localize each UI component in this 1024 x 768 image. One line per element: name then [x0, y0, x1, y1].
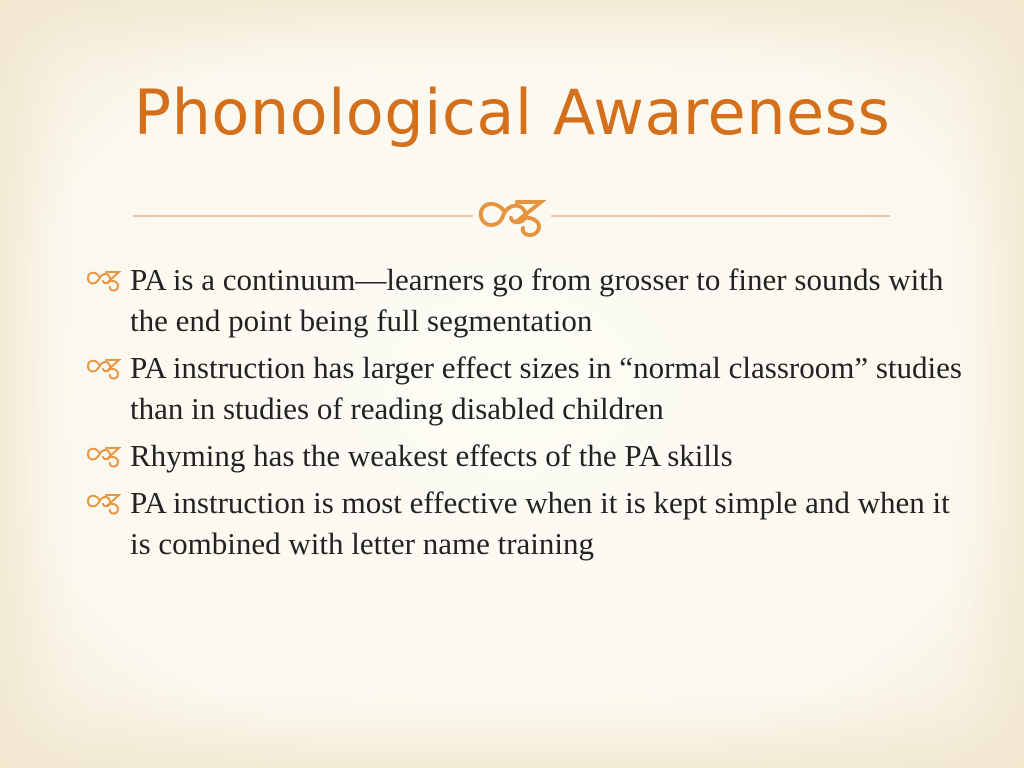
bullet-list: [84, 259, 964, 570]
bullet-text: PA instruction has larger effect sizes in “normal classroom” studies than in studies of reading disabled children: [130, 350, 962, 426]
list-item: [84, 347, 964, 429]
list-item: [84, 435, 964, 476]
bullet-text: PA instruction is most effective when it is kept simple and when it is combined with letter name training: [130, 485, 950, 561]
ornament-swirl-icon: [473, 194, 551, 240]
list-item: [84, 259, 964, 341]
ornament-swirl-icon: [84, 487, 124, 517]
list-item: [84, 482, 964, 564]
bullet-text: Rhyming has the weakest effects of the PA skills: [130, 438, 733, 473]
slide-title: Phonological Awareness: [133, 76, 891, 149]
ornament-swirl-icon: [84, 352, 124, 382]
title-divider: [133, 192, 890, 242]
bullet-text: PA is a continuum—learners go from grosser to finer sounds with the end point being full segmentation: [130, 262, 944, 338]
ornament-swirl-icon: [84, 440, 124, 470]
ornament-swirl-icon: [84, 264, 124, 294]
